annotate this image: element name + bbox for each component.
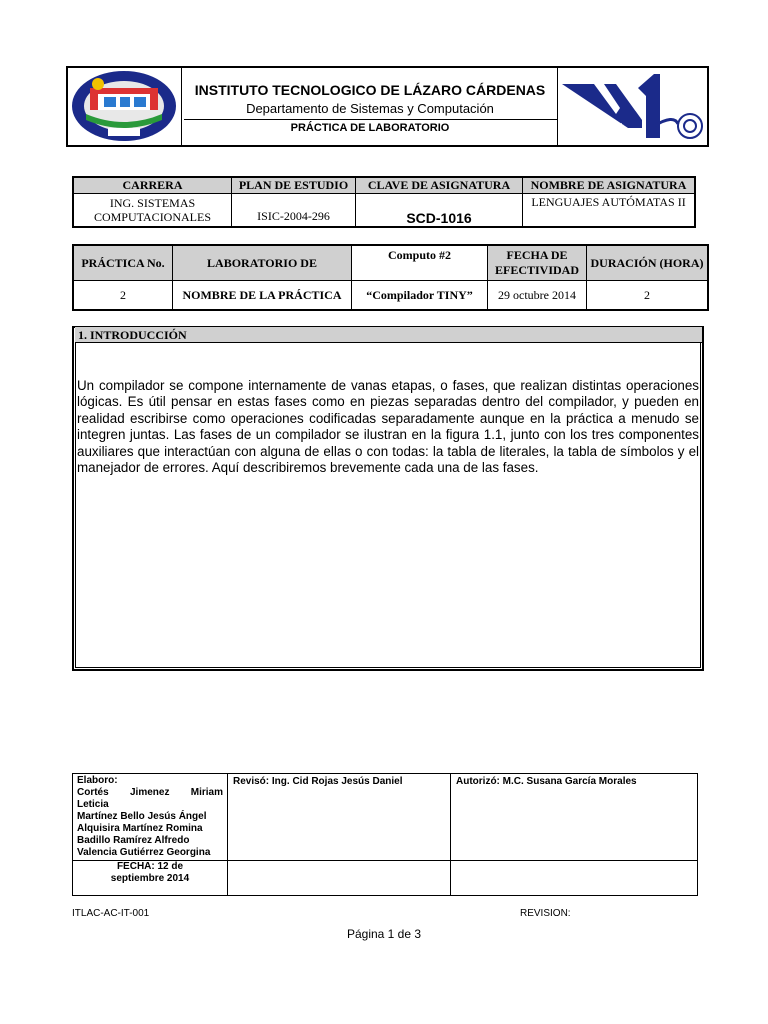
autorizo-signature-cell bbox=[451, 861, 698, 896]
signature-table bbox=[72, 773, 698, 896]
author-name: Leticia bbox=[77, 799, 109, 810]
page-number: Página 1 de 3 bbox=[346, 927, 422, 941]
author-word: Jimenez bbox=[129, 787, 170, 798]
laboratorio-label: LABORATORIO DE bbox=[173, 245, 352, 281]
author-name: Martínez Bello Jesús Ángel bbox=[77, 811, 207, 822]
author-line-1 bbox=[77, 787, 223, 799]
header-divider bbox=[184, 119, 557, 120]
author-name: Alquisira Martínez Romina bbox=[77, 823, 203, 834]
author-name: Badillo Ramírez Alfredo bbox=[77, 835, 190, 846]
introduction-body: Un compilador se compone internamente de vanas etapas, o fases, que realizan distintas operaciones lógicas. Es útil pensar en estas fases como en piezas separadas dentro del compilador, y pueden en realidad escribirse como operaciones codificadas separadamente aunque en la práctica a menudo se integren juntas. Las fases de un compilador se ilustran en la figura 1.1, junto con los tres componentes auxiliares que interactúan con alguna de ellas o con todas: la tabla de literales, la tabla de símbolos y el manejador de errores. Aquí describiremos brevemente cada una de las fases. bbox=[77, 378, 699, 476]
reviso-cell: Revisó: Ing. Cid Rojas Jesús Daniel bbox=[228, 774, 451, 861]
elaboro-cell bbox=[73, 774, 228, 861]
plan-value: ISIC-2004-296 bbox=[232, 194, 356, 228]
institution-name: INSTITUTO TECNOLOGICO DE LÁZARO CÁRDENAS bbox=[194, 82, 546, 98]
carrera-value: ING. SISTEMAS COMPUTACIONALES bbox=[73, 194, 232, 228]
duracion-value: 2 bbox=[587, 281, 709, 311]
laboratorio-value: Computo #2 bbox=[352, 245, 488, 281]
clave-value: SCD-1016 bbox=[356, 194, 523, 228]
author-word: Cortés bbox=[77, 787, 109, 798]
fecha-efectividad-value: 29 octubre 2014 bbox=[488, 281, 587, 311]
practica-number: 2 bbox=[73, 281, 173, 311]
header-clave-asignatura: CLAVE DE ASIGNATURA bbox=[356, 177, 523, 194]
document-type-title: PRÁCTICA DE LABORATORIO bbox=[290, 122, 450, 134]
department-name: Departamento de Sistemas y Computación bbox=[246, 101, 494, 116]
reviso-signature-cell bbox=[228, 861, 451, 896]
practica-label: PRÁCTICA No. bbox=[73, 245, 173, 281]
practice-info-table bbox=[72, 244, 709, 311]
it-logo bbox=[557, 68, 707, 145]
fecha-efectividad-label: FECHA DE EFECTIVIDAD bbox=[488, 245, 587, 281]
course-info-table bbox=[72, 176, 696, 228]
author-word: Miriam bbox=[190, 787, 223, 798]
header-plan-estudio: PLAN DE ESTUDIO bbox=[232, 177, 356, 194]
duracion-label: DURACIÓN (HORA) bbox=[587, 245, 709, 281]
it-logo-text: it bbox=[614, 119, 623, 136]
elaboro-label: Elaboro: bbox=[77, 775, 118, 786]
autorizo-cell: Autorizó: M.C. Susana García Morales bbox=[451, 774, 698, 861]
author-name: Valencia Gutiérrez Georgina bbox=[77, 847, 211, 858]
document-code: ITLAC-AC-IT-001 bbox=[72, 908, 150, 919]
header-carrera: CARRERA bbox=[73, 177, 232, 194]
nombre-practica-value: “Compilador TINY” bbox=[352, 281, 488, 311]
nombre-practica-label: NOMBRE DE LA PRÁCTICA bbox=[173, 281, 352, 311]
introduction-heading: 1. INTRODUCCIÓN bbox=[75, 327, 702, 343]
nombre-asignatura-value: LENGUAJES AUTÓMATAS II bbox=[523, 194, 696, 228]
header-nombre-asignatura: NOMBRE DE ASIGNATURA bbox=[523, 177, 696, 194]
fecha-cell: FECHA: 12 de septiembre 2014 bbox=[73, 861, 228, 896]
institution-seal-logo bbox=[68, 68, 182, 145]
revision-label: REVISION: bbox=[520, 908, 571, 919]
